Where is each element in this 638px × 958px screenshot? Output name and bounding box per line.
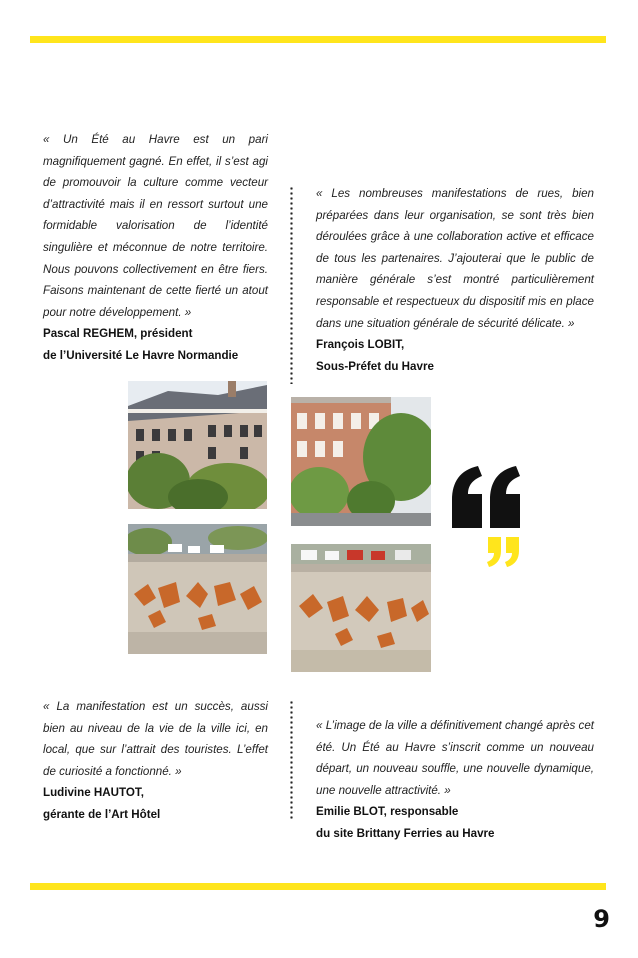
quote-text: « Un Été au Havre est un pari magnifiquement gagné. En effet, il s’est agi de promouvoir la culture comme vecteur d’attractivité mais il en ressort surtout une formidable valorisation de l’identité singulière et méconnue de notre territoire. Nous pouvons collectivement en être fiers. Faisons maintenant de cette fierté un atout pour notre développement. »	[43, 133, 268, 319]
quote-text: « La manifestation est un succès, aussi bien au niveau de la vie de la ville ici, en local, que sur l’attrait des touristes. L’effet de curiosité a fonctionné. »	[43, 700, 268, 778]
close-quote-icon	[486, 537, 522, 567]
photo-building-street	[291, 397, 431, 526]
photo-buildings-trees	[128, 381, 267, 509]
photo-street-art-cars	[291, 544, 431, 672]
bottom-yellow-rule	[30, 883, 606, 890]
dotted-divider	[290, 700, 293, 820]
dotted-divider	[290, 186, 293, 384]
quote-text: « L’image de la ville a définitivement changé après cet été. Un Été au Havre s’inscrit comme un nouveau départ, un nouveau souffle, une nouvelle dynamique, une nouvelle attractivité. »	[316, 719, 594, 797]
quote-author-role: gérante de l’Art Hôtel	[43, 807, 161, 821]
quote-author: Emilie BLOT, responsable	[316, 805, 459, 819]
photo-street-art	[128, 524, 267, 654]
quote-author-role: Sous-Préfet du Havre	[316, 359, 434, 373]
open-quote-icon	[452, 466, 522, 528]
quote-block-reghem	[43, 129, 268, 367]
quote-author: Pascal REGHEM, président	[43, 327, 193, 341]
quote-author-role: de l’Université Le Havre Normandie	[43, 348, 239, 362]
quote-author: Ludivine HAUTOT,	[43, 786, 144, 800]
quote-block-blot	[316, 715, 594, 845]
quote-block-lobit	[316, 183, 594, 377]
quote-text: « Les nombreuses manifestations de rues, bien préparées dans leur organisation, se sont très bien déroulées grâce à une collaboration active et efficace de tous les partenaires. J’ajouterai que le public de manière générale s’est montré particulièrement responsable et respectueux du dispositif mis en place dans une situation générale de sécurité délicate. »	[316, 187, 594, 330]
quote-author: François LOBIT,	[316, 338, 405, 352]
quote-block-hautot	[43, 696, 268, 826]
top-yellow-rule	[30, 36, 606, 43]
page-number: 9	[593, 905, 610, 933]
quote-author-role: du site Brittany Ferries au Havre	[316, 826, 495, 840]
